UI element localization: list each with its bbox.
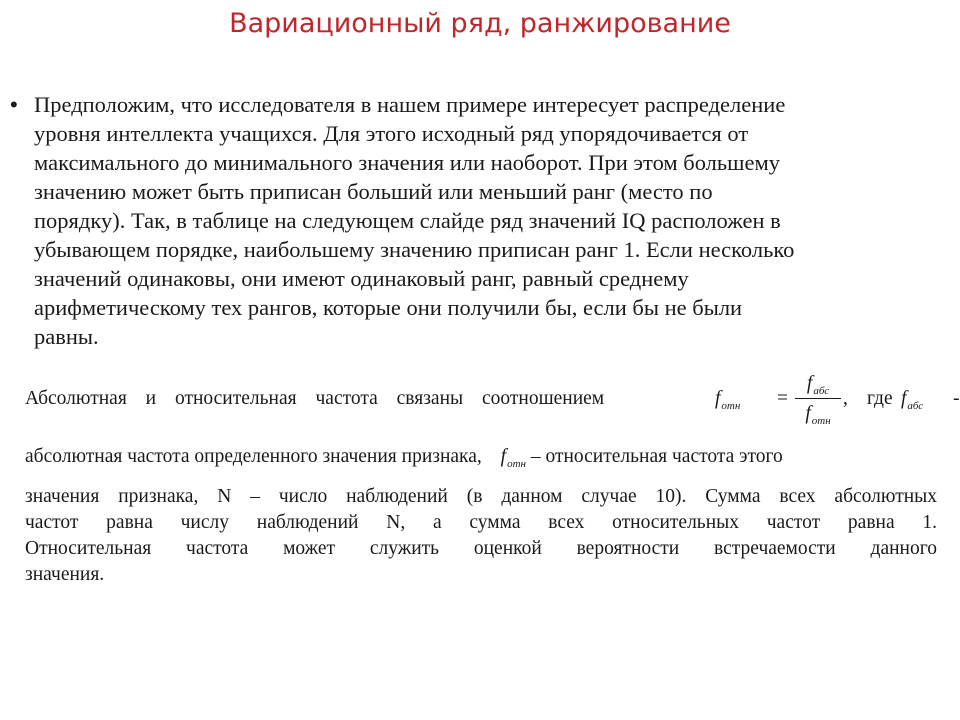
bullet-line: порядку). Так, в таблице на следующем слайде ряд значений IQ расположен в: [34, 208, 781, 233]
definition-rel-text: – относительная частота этого: [530, 446, 783, 467]
formula-subscript-rel: отн: [721, 400, 741, 412]
bullet-line: уровня интеллекта учащихся. Для этого исходный ряд упорядочивается от: [34, 121, 749, 146]
formula-f-absolute: [901, 388, 923, 412]
formula-f-relative-inline: [500, 446, 526, 470]
formula-subscript-abs: абс: [813, 385, 830, 397]
paragraph-line: значения признака, N – число наблюдений (в данном случае 10). Сумма всех абсолютных: [25, 486, 937, 507]
slide-title: Вариационный ряд, ранжирование: [229, 8, 731, 39]
bullet-line: значению может быть приписан больший или меньший ранг (место по: [34, 179, 713, 204]
fraction-numerator: [795, 370, 841, 398]
formula-symbol-f: f: [806, 373, 813, 394]
bullet-line: арифметическому тех рангов, которые они получили бы, если бы не были: [34, 295, 743, 320]
bullet-line: максимального до минимального значения или наоборот. При этом большему: [34, 150, 780, 175]
definition-abs-text: абсолютная частота определенного значения признака,: [25, 446, 482, 467]
formula-comma: ,: [843, 388, 848, 409]
formula-lead-text: Абсолютная и относительная частота связаны соотношением: [25, 388, 605, 409]
definition-line: [25, 446, 783, 470]
formula-symbol-f: f: [715, 388, 721, 409]
formula-equals: =: [777, 388, 788, 409]
paragraph-line: значения.: [25, 564, 105, 585]
formula-subscript-rel: отн: [507, 458, 526, 470]
formula-symbol-f: f: [805, 403, 811, 424]
bullet-line: убывающем порядке, наибольшему значению приписан ранг 1. Если несколько: [34, 237, 795, 262]
fraction-denominator: [795, 399, 841, 427]
formula-subscript-abs: абс: [907, 400, 924, 412]
bullet-line: равны.: [34, 324, 99, 349]
paragraph-line: частот равна числу наблюдений N, а сумма всех относительных частот равна 1.: [25, 512, 937, 533]
formula-fraction: [795, 370, 841, 427]
bullet-line: значений одинаковы, они имеют одинаковый ранг, равный среднему: [34, 266, 689, 291]
paragraph-line: Относительная частота может служить оценкой вероятности встречаемости данного: [25, 538, 937, 559]
formula-f-relative: [715, 388, 740, 412]
bullet-line: Предположим, что исследователя в нашем примере интересует распределение: [34, 92, 786, 117]
formula-dash: -: [953, 388, 960, 409]
formula-symbol-f: f: [901, 388, 907, 409]
formula-subscript-rel: отн: [811, 415, 831, 427]
bullet-point: •: [10, 92, 18, 117]
formula-where-text: где: [867, 388, 893, 409]
formula-symbol-f: f: [500, 446, 507, 467]
frequency-paragraph: [25, 484, 937, 588]
bullet-text: [34, 90, 944, 351]
formula-line: [25, 370, 960, 434]
